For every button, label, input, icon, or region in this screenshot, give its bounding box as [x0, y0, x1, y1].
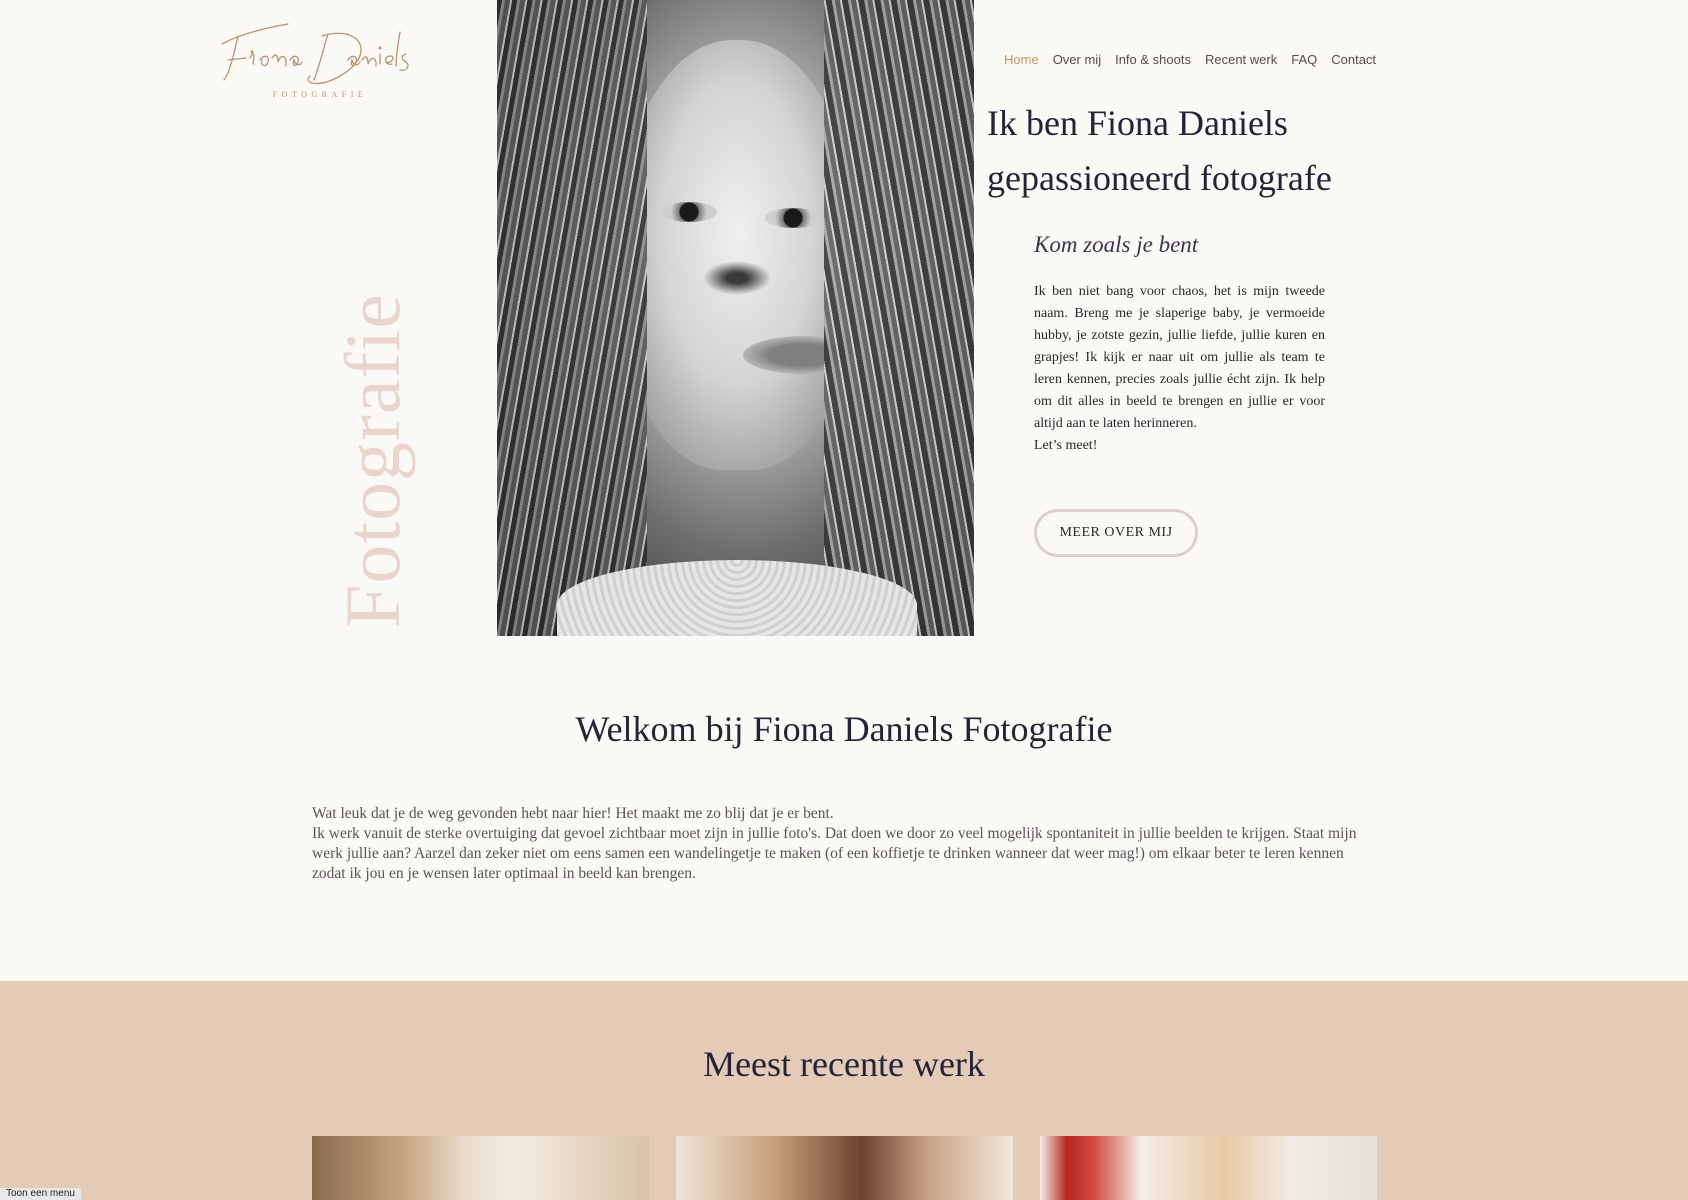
hero-title-line1: Ik ben Fiona Daniels — [987, 103, 1288, 143]
meer-over-mij-button[interactable]: MEER OVER MIJ — [1034, 509, 1198, 557]
recent-work-thumbnail-1[interactable] — [312, 1136, 649, 1200]
hero-closing-text: Let’s meet! — [1034, 438, 1098, 453]
site-logo[interactable] — [210, 14, 430, 104]
portrait-face — [617, 40, 857, 470]
portrait-nose — [697, 258, 777, 298]
portrait-eye-left — [661, 202, 717, 222]
nav-item-home[interactable]: Home — [1004, 52, 1039, 67]
logo-signature — [210, 14, 430, 90]
welcome-title: Welkom bij Fiona Daniels Fotografie — [575, 709, 1113, 749]
vertical-word: Fotografie — [329, 293, 416, 628]
nav-item-over-mij[interactable]: Over mij — [1052, 52, 1102, 67]
recent-work-title: Meest recente werk — [703, 1044, 985, 1084]
status-bar: Toon een menu — [0, 1188, 81, 1200]
nav-item-faq[interactable]: FAQ — [1291, 52, 1318, 67]
nav-item-recent-werk[interactable]: Recent werk — [1204, 52, 1278, 67]
hero-title — [987, 96, 1387, 206]
portrait-hair-left — [497, 0, 647, 636]
recent-work-section — [0, 981, 1688, 1200]
hero-title-line2: gepassioneerd fotografe — [987, 158, 1332, 198]
portrait-hair-right — [824, 0, 974, 636]
portrait-eye-right — [765, 208, 821, 228]
welcome-paragraph: Wat leuk dat je de weg gevonden hebt naar hier! Het maakt me zo blij dat je er bent. — [312, 805, 834, 822]
logo-subtitle: FOTOGRAFIE — [272, 90, 368, 99]
hero-intro-text: Ik ben niet bang voor chaos, het is mijn tweede naam. Breng me je slaperige baby, je vermoeide hubby, je zotste gezin, jullie liefde, jullie kuren en grapjes! Ik kijk er naar uit om jullie als team te leren kennen, precies zoals jullie écht zijn. Ik help om dit alles in beeld te brengen en jullie er voor altijd aan te laten herinneren. — [1034, 284, 1325, 431]
hero-subtitle: Kom zoals je bent — [1034, 232, 1199, 257]
welcome-paragraph: Ik werk vanuit de sterke overtuiging dat gevoel zichtbaar moet zijn in jullie foto's. Dat doen we door zo veel mogelijk spontaniteit in jullie beelden te krijgen. Staat mijn werk jullie aan? Aarzel dan zeker niet om eens samen een wandelingetje te maken (of een koffietje te drinken wanneer dat weer mag!) om elkaar beter te leren kennen zodat ik jou en je wensen later optimaal in beeld kan brengen. — [312, 825, 1357, 882]
recent-work-thumbnail-3[interactable] — [1040, 1136, 1377, 1200]
nav-item-info-shoots[interactable]: Info & shoots — [1115, 52, 1191, 67]
main-nav — [1004, 52, 1376, 67]
welcome-text — [312, 804, 1378, 884]
recent-work-thumbnail-2[interactable] — [676, 1136, 1013, 1200]
nav-item-contact[interactable]: Contact — [1331, 52, 1377, 67]
hero-portrait-image — [497, 0, 974, 636]
